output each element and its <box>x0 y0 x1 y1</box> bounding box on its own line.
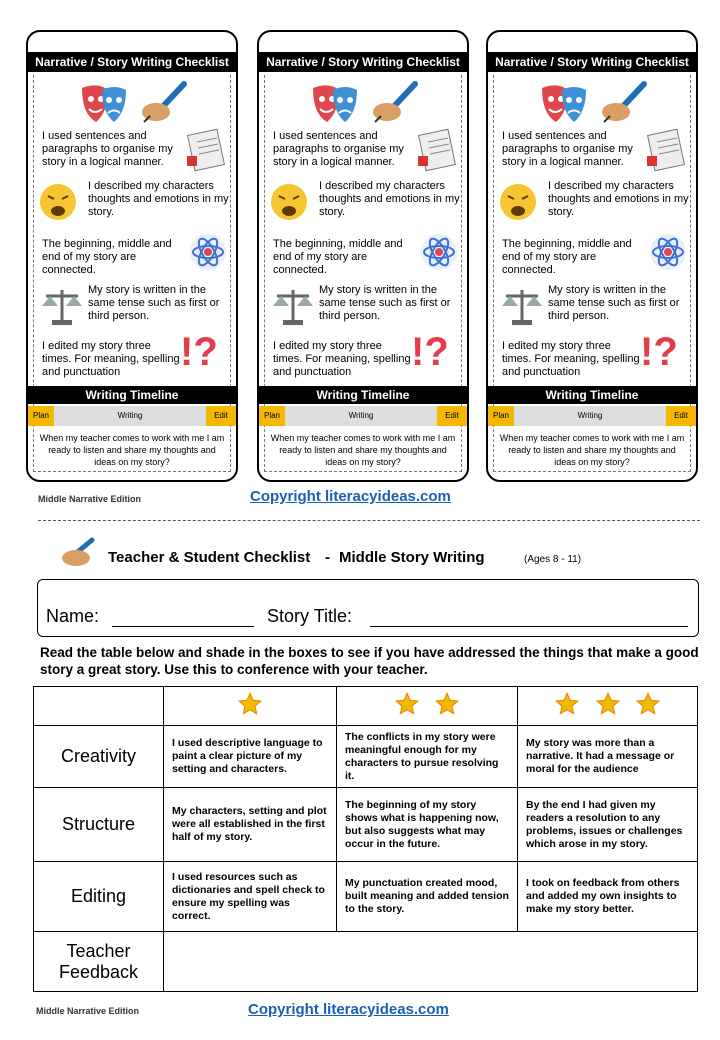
rubric-cell[interactable]: My characters, setting and plot were all established in the first half of my story. <box>164 788 337 862</box>
rubric-cell[interactable]: I used descriptive language to paint a clear picture of my setting and characters. <box>164 726 337 788</box>
checklist-card <box>486 30 698 482</box>
checklist-item-3: The beginning, middle and end of my story are connected. <box>273 238 403 276</box>
ages-label: (Ages 8 - 11) <box>524 554 582 565</box>
row-label: Editing <box>34 862 164 932</box>
atom-icon <box>188 232 228 272</box>
atom-icon <box>419 232 459 272</box>
rubric-cell[interactable]: I took on feedback from others and added my own insights to make my story better. <box>518 862 698 932</box>
timeline-edit: Edit <box>437 406 467 426</box>
timeline-plan: Plan <box>28 406 54 426</box>
rubric-row-editing <box>34 862 698 932</box>
exclamation-question-icon: !? <box>411 330 449 374</box>
timeline-writing: Writing <box>577 411 603 420</box>
writing-hand-icon <box>600 80 650 124</box>
timeline-plan: Plan <box>259 406 285 426</box>
star-icon <box>434 691 460 717</box>
balance-scale-icon <box>500 284 544 328</box>
checklist-item-4: My story is written in the same tense such as first or third person. <box>319 284 451 322</box>
anxious-face-icon <box>498 182 538 222</box>
story-title-field[interactable] <box>370 626 688 627</box>
checklist-item-3: The beginning, middle and end of my story are connected. <box>502 238 632 276</box>
card-title: Narrative / Story Writing Checklist <box>28 52 236 72</box>
rubric-row-creativity <box>34 726 698 788</box>
rubric-header-row <box>34 687 698 726</box>
star-icon <box>554 691 580 717</box>
writing-hand-icon <box>60 536 100 568</box>
anxious-face-icon <box>38 182 78 222</box>
rubric-cell[interactable]: The conflicts in my story were meaningful enough for my characters to pursue resolving it. <box>337 726 518 788</box>
rubric-table <box>33 686 698 992</box>
checklist-item-5: I edited my story three times. For meaning, spelling and punctuation <box>42 340 180 378</box>
timeline-plan: Plan <box>488 406 514 426</box>
atom-icon <box>648 232 688 272</box>
edition-label: Middle Narrative Edition <box>38 494 142 504</box>
rubric-cell[interactable]: By the end I had given my readers a resolution to any problems, issues or challenges which arose in my story. <box>518 788 698 862</box>
document-icon <box>414 128 460 172</box>
heading-separator: - <box>325 549 330 566</box>
row-label: Creativity <box>34 726 164 788</box>
document-icon <box>643 128 689 172</box>
exclamation-question-icon: !? <box>640 330 678 374</box>
cut-line <box>38 520 700 521</box>
corner-cell <box>34 687 164 726</box>
checklist-item-4: My story is written in the same tense such as first or third person. <box>88 284 220 322</box>
rubric-cell[interactable]: I used resources such as dictionaries and spell check to ensure my spelling was correct. <box>164 862 337 932</box>
instructions: Read the table below and shade in the boxes to see if you have addressed the things that make a good story a great story. Use this to conference with your teacher. <box>40 645 699 677</box>
feedback-cell[interactable] <box>164 932 698 992</box>
teacher-note: When my teacher comes to work with me I am ready to listen and share my thoughts and ideas on my story? <box>270 433 456 467</box>
checklist-item-2: I described my characters thoughts and emotions in my story. <box>548 180 689 218</box>
checklist-item-1: I used sentences and paragraphs to organise my story in a logical manner. <box>273 130 404 168</box>
two-star-column <box>337 687 518 726</box>
edition-label: Middle Narrative Edition <box>36 1006 140 1016</box>
checklist-item-5: I edited my story three times. For meaning, spelling and punctuation <box>273 340 411 378</box>
card-title: Narrative / Story Writing Checklist <box>259 52 467 72</box>
checklist-card <box>26 30 238 482</box>
checklist-item-1: I used sentences and paragraphs to organise my story in a logical manner. <box>42 130 173 168</box>
document-icon <box>183 128 229 172</box>
checklist-item-2: I described my characters thoughts and emotions in my story. <box>319 180 460 218</box>
theatre-masks-icon <box>538 82 590 126</box>
timeline-writing: Writing <box>117 411 143 420</box>
three-star-column <box>518 687 698 726</box>
writing-hand-icon <box>371 80 421 124</box>
timeline-bar <box>259 406 467 426</box>
timeline-title: Writing Timeline <box>28 386 236 404</box>
timeline-edit: Edit <box>206 406 236 426</box>
checklist-card <box>257 30 469 482</box>
name-title-box <box>37 579 699 637</box>
timeline-writing: Writing <box>348 411 374 420</box>
one-star-column <box>164 687 337 726</box>
copyright-link[interactable]: Copyright literacyideas.com <box>250 488 451 505</box>
teacher-note: When my teacher comes to work with me I am ready to listen and share my thoughts and ideas on my story? <box>39 433 225 467</box>
timeline-bar <box>28 406 236 426</box>
star-icon <box>394 691 420 717</box>
sheet-subheading: Middle Story Writing <box>339 549 485 566</box>
rubric-row-structure <box>34 788 698 862</box>
teacher-note: When my teacher comes to work with me I am ready to listen and share my thoughts and ideas on my story? <box>499 433 685 467</box>
row-label: Teacher Feedback <box>34 932 164 992</box>
name-field[interactable] <box>112 626 254 627</box>
timeline-bar <box>488 406 696 426</box>
row-label: Structure <box>34 788 164 862</box>
timeline-title: Writing Timeline <box>259 386 467 404</box>
balance-scale-icon <box>40 284 84 328</box>
rubric-cell[interactable]: The beginning of my story shows what is happening now, but also suggests what may occur in the future. <box>337 788 518 862</box>
star-icon <box>237 691 263 717</box>
story-title-label: Story Title: <box>267 606 353 626</box>
timeline-edit: Edit <box>666 406 696 426</box>
checklist-item-4: My story is written in the same tense such as first or third person. <box>548 284 680 322</box>
checklist-item-3: The beginning, middle and end of my story are connected. <box>42 238 172 276</box>
timeline-title: Writing Timeline <box>488 386 696 404</box>
card-title: Narrative / Story Writing Checklist <box>488 52 696 72</box>
balance-scale-icon <box>271 284 315 328</box>
theatre-masks-icon <box>78 82 130 126</box>
checklist-item-2: I described my characters thoughts and emotions in my story. <box>88 180 229 218</box>
rubric-cell[interactable]: My story was more than a narrative. It had a message or moral for the audience <box>518 726 698 788</box>
copyright-link[interactable]: Copyright literacyideas.com <box>248 1001 449 1018</box>
name-label: Name: <box>46 606 100 626</box>
star-icon <box>595 691 621 717</box>
star-icon <box>635 691 661 717</box>
checklist-item-5: I edited my story three times. For meaning, spelling and punctuation <box>502 340 640 378</box>
rubric-row-feedback <box>34 932 698 992</box>
writing-hand-icon <box>140 80 190 124</box>
theatre-masks-icon <box>309 82 361 126</box>
sheet-heading: Teacher & Student Checklist <box>108 549 311 566</box>
exclamation-question-icon: !? <box>180 330 218 374</box>
rubric-cell[interactable]: My punctuation created mood, built meaning and added tension to the story. <box>337 862 518 932</box>
checklist-item-1: I used sentences and paragraphs to organise my story in a logical manner. <box>502 130 633 168</box>
anxious-face-icon <box>269 182 309 222</box>
